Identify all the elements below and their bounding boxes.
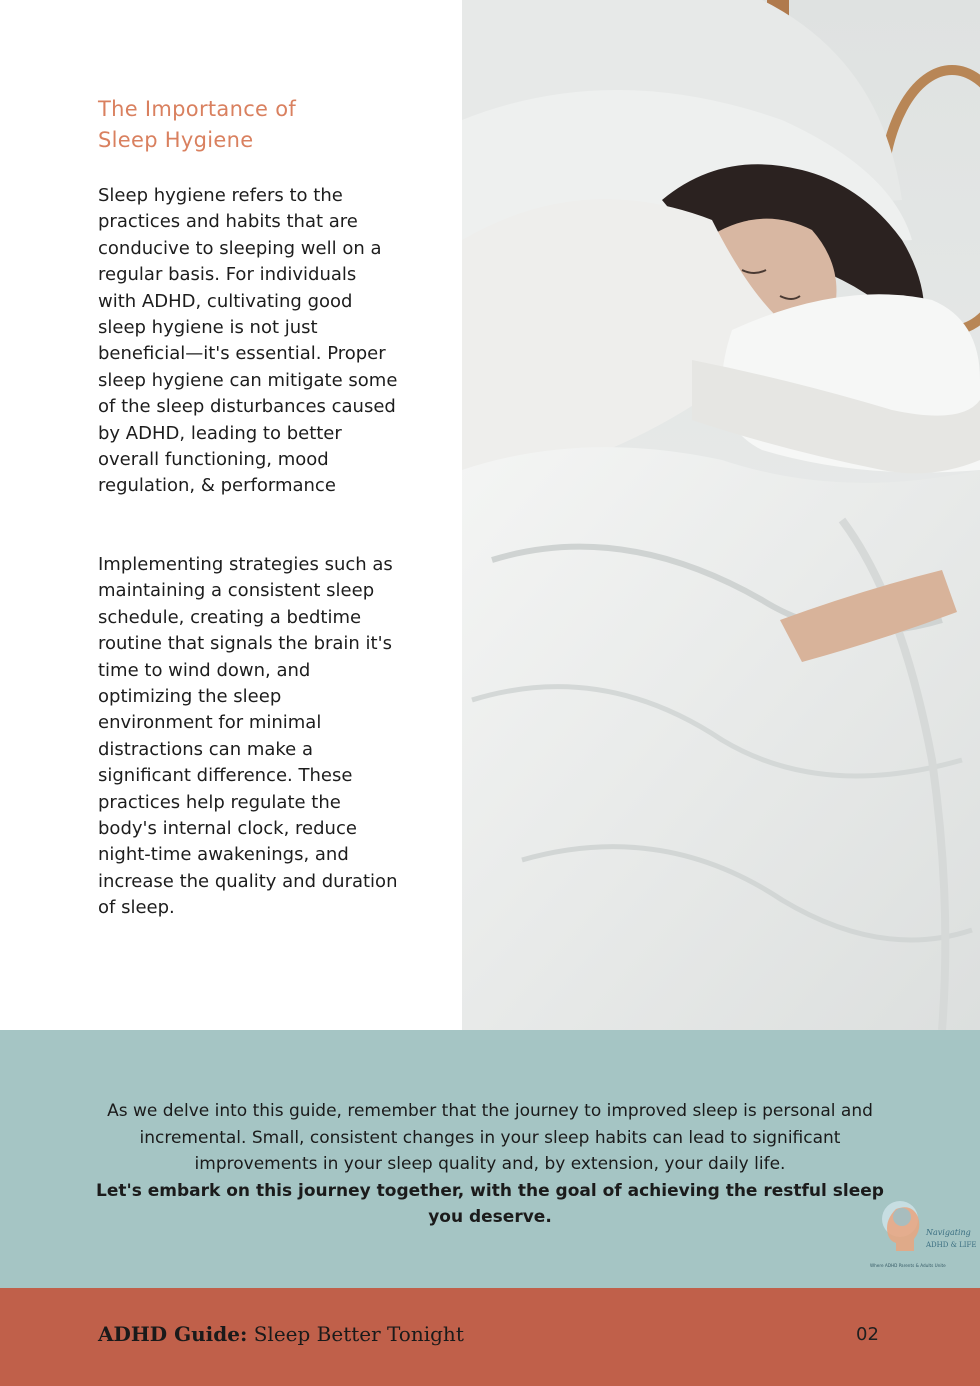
heading-line-1: The Importance of bbox=[98, 97, 297, 121]
logo-line-2: ADHD & LIFE bbox=[926, 1241, 977, 1249]
brand-logo bbox=[868, 1195, 977, 1275]
logo-tagline: Where ADHD Parents & Adults Unite bbox=[870, 1263, 946, 1268]
guide-title-rest: Sleep Better Tonight bbox=[247, 1322, 464, 1346]
section-heading bbox=[98, 94, 398, 156]
page-number: 02 bbox=[856, 1324, 879, 1345]
intro-paragraph: Sleep hygiene refers to the practices and habits that are conducive to sleeping well on a regular basis. For individuals with ADHD, cultivating good sleep hygiene is not just beneficial—it's essential. Proper sleep hygiene can mitigate some of the sleep disturbances caused by ADHD, leading to better overall functioning, mood regulation, & performance bbox=[98, 185, 398, 497]
logo-line-1: Navigating bbox=[926, 1228, 971, 1237]
summary-text bbox=[90, 1098, 890, 1231]
guide-title bbox=[98, 1322, 464, 1346]
guide-title-bold: ADHD Guide: bbox=[98, 1322, 248, 1346]
summary-callout: Let's embark on this journey together, with the goal of achieving the restful sleep you deserve. bbox=[96, 1180, 884, 1227]
summary-sentence: As we delve into this guide, remember that the journey to improved sleep is personal and incremental. Small, consistent changes in your sleep habits can lead to significant improvements in your sleep quality and, by extension, your daily life. bbox=[107, 1101, 873, 1174]
heading-line-2: Sleep Hygiene bbox=[98, 128, 254, 152]
strategies-paragraph: Implementing strategies such as maintaining a consistent sleep schedule, creating a bedtime routine that signals the brain it's time to wind down, and optimizing the sleep environment for minimal distractions can make a significant difference. These practices help regulate the body's internal clock, reduce night-time awakenings, and increase the quality and duration of sleep. bbox=[98, 554, 398, 919]
sleeping-woman-photo bbox=[462, 0, 980, 1030]
